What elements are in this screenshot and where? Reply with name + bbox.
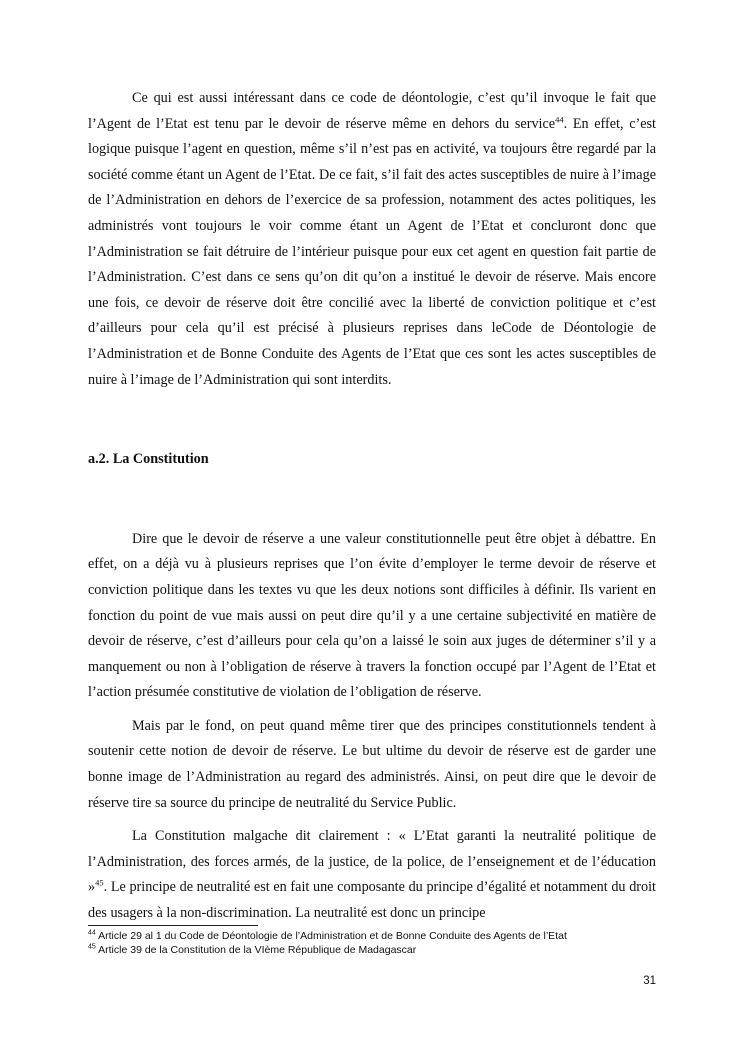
paragraph-4	[88, 824, 656, 926]
footnote-45-number: 45	[88, 943, 96, 951]
footnote-ref-44: 44	[555, 113, 564, 124]
footnote-separator	[88, 925, 258, 926]
page-number: 31	[643, 975, 656, 987]
body-text	[88, 86, 656, 935]
footnotes	[88, 929, 668, 957]
heading-spacer	[88, 473, 656, 527]
footnote-45-text: Article 39 de la Constitution de la VIème République de Madagascar	[98, 944, 417, 956]
paragraph-4-text-a: La Constitution malgache dit clairement : « L’Etat garanti la neutralité politique de l’Administration, des forces armés, de la justice, de la police, de l’enseignement et de l’éducation »	[88, 828, 656, 896]
paragraph-1-text-b: . En effet, c’est logique puisque l’agent en question, même s’il n’est pas en activité, va toujours être regardé par la société comme étant un Agent de l’Etat. De ce fait, s’il fait des actes susceptibles de nuire à l’image de l’Administration en dehors de l’exercice de sa profession, notamment des actes politiques, les administrés vont toujours le voir comme étant un Agent de l’Etat et concluront donc que l’Administration se fait détruire de l’intérieur puisque pour eux cet agent en question fait partie de l’Administration. C’est dans ce sens qu’on dit qu’on a institué le devoir de réserve. Mais encore une fois, ce devoir de réserve doit être concilié avec la liberté de conviction politique et c’est d’ailleurs pour cela qu’il est précisé à plusieurs reprises dans leCode de Déontologie de l’Administration et de Bonne Conduite des Agents de l’Etat que ces sont les actes susceptibles de nuire à l’image de l’Administration qui sont interdits.	[88, 115, 656, 388]
paragraph-1	[88, 86, 656, 393]
footnote-ref-45: 45	[95, 877, 104, 888]
footnote-45	[88, 943, 668, 957]
paragraph-2: Dire que le devoir de réserve a une valeur constitutionnelle peut être objet à débattre. En effet, on a déjà vu à plusieurs reprises que l’on évite d’employer le terme devoir de réserve et conviction politique dans les textes vu que les deux notions sont difficiles à définir. Ils varient en fonction du point de vue mais aussi on peut dire qu’il y a une certaine subjectivité en matière de devoir de réserve, c’est d’ailleurs pour cela qu’on a laissé le soin aux juges de déterminer s’il y a manquement ou non à l’obligation de réserve à travers la fonction occupé par l’Agent de l’Etat et l’action présumée constitutive de violation de l’obligation de réserve.	[88, 530, 656, 701]
paragraph-3: Mais par le fond, on peut quand même tirer que des principes constitutionnels tendent à soutenir cette notion de devoir de réserve. Le but ultime du devoir de réserve est de garder une bonne image de l’Administration au regard des administrés. Ainsi, on peut dire que le devoir de réserve tire sa source du principe de neutralité du Service Public.	[88, 717, 656, 811]
section-heading: a.2. La Constitution	[88, 451, 209, 468]
paragraph-4-text-b: . Le principe de neutralité est en fait une composante du principe d’égalité et notamment du droit des usagers à la non-discrimination. La neutralité est donc un principe	[88, 879, 656, 922]
footnote-44-number: 44	[88, 929, 96, 937]
footnote-44	[88, 929, 668, 943]
footnote-44-text: Article 29 al 1 du Code de Déontologie de l’Administration et de Bonne Conduite des Agents de l’Etat	[98, 930, 567, 942]
paragraph-1-text-a: Ce qui est aussi intéressant dans ce code de déontologie, c’est qu’il invoque le fait que l’Agent de l’Etat est tenu par le devoir de réserve même en dehors du service	[88, 90, 656, 132]
